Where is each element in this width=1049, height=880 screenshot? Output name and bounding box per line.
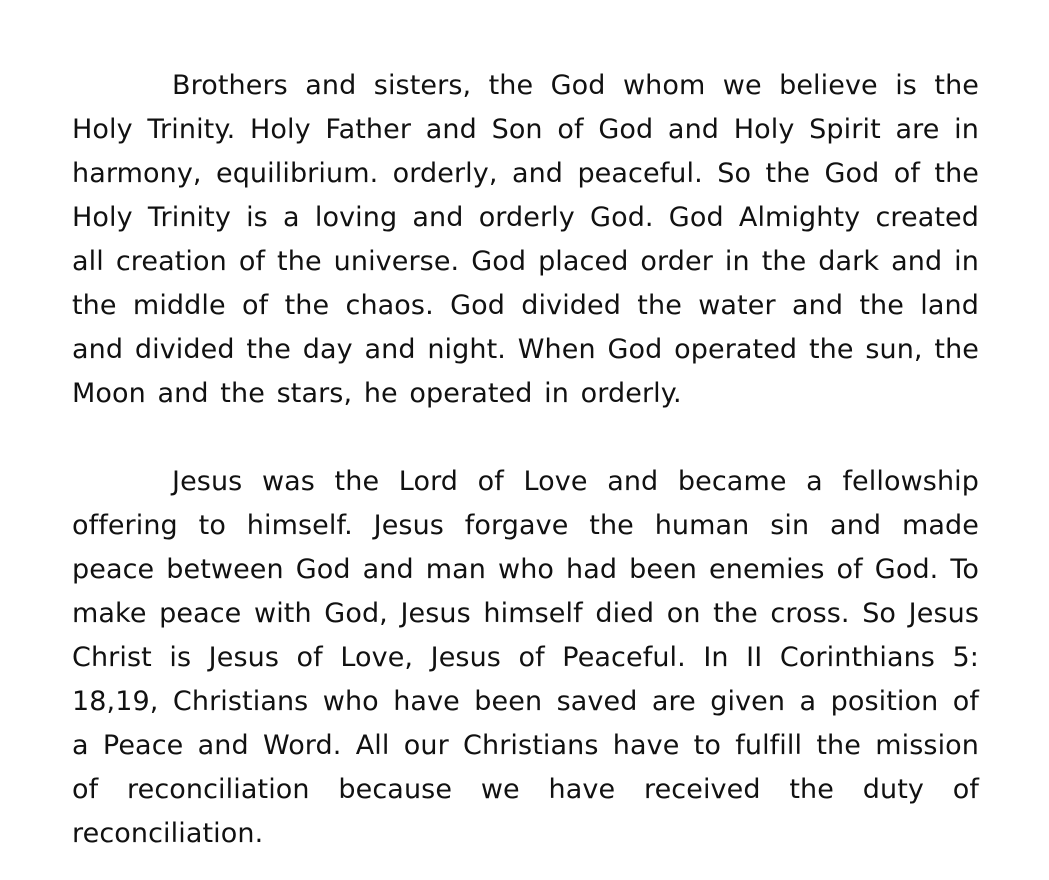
paragraph-reconciliation: Jesus was the Lord of Love and became a fellowship offering to himself. Jesus forgave the human sin and made peace between God and man who had been enemies of God. To make peace with God, Jesus himself died on the cross. So Jesus Christ is Jesus of Love, Jesus of Peaceful. In II Corinthians 5: 18,19, Christians who have been saved are given a position of a Peace and Word. All our Christians have to fulfill the mission of reconciliation because we have received the duty of reconciliation.	[72, 466, 979, 849]
paragraph-trinity: Brothers and sisters, the God whom we believe is the Holy Trinity. Holy Father and Son of God and Holy Spirit are in harmony, equilibrium. orderly, and peaceful. So the God of the Holy Trinity is a loving and orderly God. God Almighty created all creation of the universe. God placed order in the dark and in the middle of the chaos. God divided the water and the land and divided the day and night. When God operated the sun, the Moon and the stars, he operated in orderly.	[72, 70, 979, 409]
document-body	[72, 64, 979, 856]
